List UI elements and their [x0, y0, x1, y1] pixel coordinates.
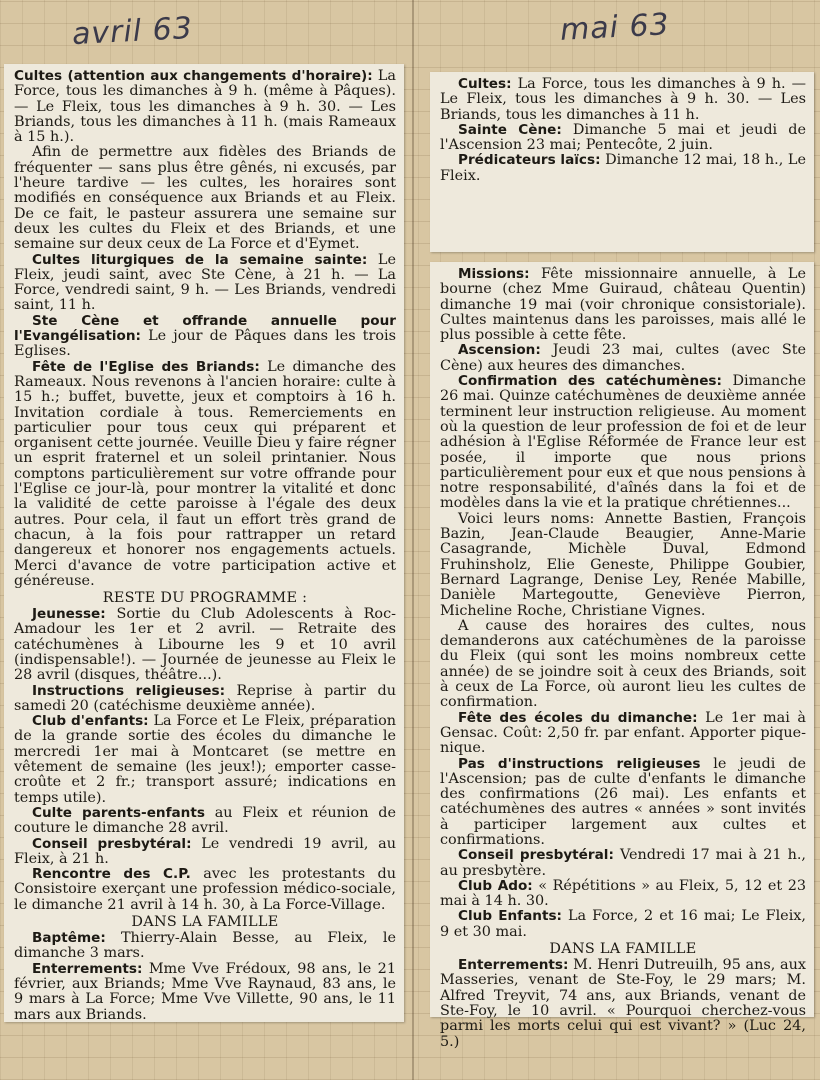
paragraph-text: Le vendredi 19 avril, au Fleix, à 21 h. — [14, 835, 397, 867]
paragraph-text: au Fleix et réunion de couture le dimanche 28 avril. — [14, 804, 396, 837]
lead-term: Ascension: — [458, 342, 541, 359]
paragraph-text: Jeudi 23 mai, cultes (avec Ste Cène) aux heures des dimanches. — [440, 342, 806, 374]
paragraph-text: Le 1er mai à Gensac. Coût: 2,50 fr. par enfant. Apporter pique-nique. — [440, 709, 806, 757]
paragraph — [14, 253, 396, 314]
handwritten-date-right: mai 63 — [559, 7, 671, 48]
paragraph — [440, 153, 806, 184]
lead-term: Jeunesse: — [32, 606, 106, 623]
paragraph — [440, 757, 806, 849]
paragraph: Afin de permettre aux fidèles des Briands de fréquenter — sans plus être gênés, ni excusés, par l'heure tardive — les cultes, les horaires sont modifiés en conséquence aux Briands et au Fleix. De ce fait, le pasteur assurera une semaine sur deux les cultes du Fleix et des Briands, et une semaine sur deux ceux de La Force et d'Eymet. — [14, 144, 396, 253]
paragraph — [14, 962, 396, 1023]
paragraph — [440, 848, 806, 879]
paragraph-text: Vendredi 17 mai à 21 h., au presbytère. — [440, 847, 806, 879]
clipping-april — [4, 64, 404, 1022]
paragraph — [440, 711, 806, 757]
clipping-may-top — [430, 72, 814, 252]
paragraph-text: M. Henri Dutreuilh, 95 ans, aux Masseries, venant de Ste-Foy, le 29 mars; M. Alfred Treyvit, 74 ans, aux Briands, venant de Ste-Foy, le 10 avril. « Pourquoi cherchez-vous parmi les morts celui qui est vivant? » (Luc 24, 5.) — [440, 957, 806, 1050]
lead-term: Confirmation des catéchumènes: — [458, 373, 722, 390]
section-heading: RESTE DU PROGRAMME : — [102, 590, 308, 607]
paragraph-text: avec les protestants du Consistoire exerçant une profession médico-sociale, le dimanche 21 avril à 14 h. 30, à La Force-Village. — [14, 866, 396, 913]
paragraph — [14, 314, 396, 360]
paragraph — [440, 909, 806, 940]
paragraph-text: Dimanche 5 mai et jeudi de l'Ascension 23 mai; Pentecôte, 2 juin. — [440, 121, 806, 154]
handwritten-date-left: avril 63 — [71, 10, 194, 53]
paragraph — [14, 607, 396, 683]
lead-term: Rencontre des C.P. — [32, 866, 191, 883]
paragraph — [440, 77, 806, 123]
lead-term: Cultes: — [458, 76, 512, 92]
paragraph-text: La Force et Le Fleix, préparation de la grande sortie des écoles du dimanche le mercredi 1er mai à Montcaret (se mettre en vêtement de semaine (les jeux!); emporter casse-croûte et 2 fr.; transport assuré; indications en temps utile). — [14, 713, 397, 806]
paragraph-text: Mme Vve Frédoux, 98 ans, le 21 février, aux Briands; Mme Vve Raynaud, 83 ans, le 9 mars à La Force; Mme Vve Villette, 90 ans, le 11 mars aux Briands. — [14, 960, 396, 1023]
lead-term: Cultes liturgiques de la semaine sainte: — [32, 251, 368, 268]
lead-term: Club d'enfants: — [32, 713, 149, 730]
paragraph-text: Fête missionnaire annuelle, à Le bourne (chez Mme Guiraud, château Quentin) dimanche 19 mai (voir chronique consistoriale). Cultes maintenus dans les paroisses, mais allé le plus possible à cette fête. — [440, 266, 806, 344]
paragraph — [14, 837, 396, 868]
paragraph-text: Sortie du Club Adolescents à Roc-Amadour les 1er et 2 avril. — Retraite des catéchumènes à Libourne les 9 et 10 avril (indispensable!). — Journée de jeunesse au Fleix le 28 avril (disques, théâtre...). — [14, 606, 396, 684]
paragraph — [440, 958, 806, 1050]
paragraph-text: La Force, tous les dimanches à 9 h. — Le Fleix, tous les dimanches à 9 h. 30. — Les Briands, tous les dimanches à 11 h. — [440, 76, 806, 123]
lead-term: Conseil presbytéral: — [32, 835, 192, 852]
clipping-may-main — [430, 262, 814, 1050]
paragraph-text: le jeudi de l'Ascension; pas de culte d'enfants le dimanche des confirmations (26 mai). Les enfants et catéchumènes des autres « années » sont invités à participer largement aux cultes et confirmations. — [440, 755, 806, 848]
lead-term: Culte parents-enfants — [32, 804, 205, 821]
paragraph — [440, 879, 806, 910]
paragraph — [14, 931, 396, 962]
lead-term: Club Ado: — [458, 877, 533, 894]
paragraph — [14, 360, 396, 589]
paragraph-text: Dimanche 26 mai. Quinze catéchumènes de deuxième année terminent leur instruction religieuse. Au moment où la question de leur profession de foi et de leur adhésion à l'Eglise Réformée de France leur est posée, il importe que nous prions particulièrement pour eux et que nous pensions à notre responsabilité, d'aînés dans la foi et de modèles dans la vie et la pratique chrétiennes... — [440, 373, 806, 512]
lead-term: Club Enfants: — [458, 908, 562, 925]
lead-term: Ste Cène et offrande annuelle pour l'Evangélisation: — [14, 312, 396, 345]
paragraph-text: La Force, 2 et 16 mai; Le Fleix, 9 et 30 mai. — [440, 908, 806, 940]
lead-term: Pas d'instructions religieuses — [458, 755, 701, 772]
paragraph — [14, 867, 396, 913]
paragraph-text: Thierry-Alain Besse, au Fleix, le dimanche 3 mars. — [14, 930, 396, 962]
paragraph — [14, 714, 396, 806]
lead-term: Enterrements: — [458, 957, 569, 974]
paragraph-text: Le dimanche des Rameaux. Nous revenons à l'ancien horaire: culte à 15 h.; buffet, buvette, jeux et comptoirs à 16 h. Invitation cordiale à tous. Remerciements en particulier pour tous ceux qui préparent et organisent cette journée. Veuille Dieu y faire régner un esprit fraternel et un soleil printanier. Nous comptons particulièrement sur votre offrande pour l'Eglise ce jour-là, pour montrer la vitalité et donc la validité de cette paroisse à l'égale des deux autres. Pour cela, il faut un effort très grand de chacun, à la fois pour rattrapper un retard dangereux et honorer nos engagements actuels. Merci d'avance de votre participation active et généreuse. — [14, 358, 396, 589]
lead-term: Baptême: — [32, 930, 106, 947]
paragraph-text: Reprise à partir du samedi 20 (catéchisme deuxième année). — [14, 682, 396, 714]
paragraph: Voici leurs noms: Annette Bastien, François Bazin, Jean-Claude Beaugier, Anne-Marie Casagrande, Michèle Duval, Edmond Fruhinsholz, Elie Geneste, Philippe Goubier, Bernard Lagrange, Denise Ley, Renée Mabille, Danièle Martegoutte, Geneviève Pierron, Micheline Roche, Christiane Vignes. — [440, 510, 806, 619]
lead-term: Cultes (attention aux changements d'horaire): — [14, 68, 373, 84]
paragraph — [14, 69, 396, 145]
paragraph-text: La Force, tous les dimanches à 9 h. (même à Pâques). — Le Fleix, tous les dimanches à 9 h. 30. — Les Briands, tous les dimanches à 11 h. (mais Rameaux à 15 h.). — [14, 68, 396, 146]
lead-term: Conseil presbytéral: — [458, 847, 614, 864]
lead-term: Sainte Cène: — [458, 121, 562, 138]
lead-term: Missions: — [458, 266, 530, 282]
paragraph — [14, 806, 396, 837]
lead-term: Fête des écoles du dimanche: — [458, 709, 698, 726]
paragraph — [440, 343, 806, 374]
paragraph-text: Le Fleix, jeudi saint, avec Ste Cène, à 21 h. — La Force, vendredi saint, 9 h. — Les Briands, vendredi saint, 11 h. — [14, 251, 396, 314]
paragraph — [440, 123, 806, 154]
paragraph-text: « Répétitions » au Fleix, 5, 12 et 23 mai à 14 h. 30. — [440, 877, 807, 910]
lead-term: Fête de l'Eglise des Briands: — [32, 358, 260, 375]
paragraph-text: Le jour de Pâques dans les trois Eglises. — [14, 328, 396, 360]
paragraph — [440, 374, 806, 512]
paragraph: A cause des horaires des cultes, nous demanderons aux catéchumènes de la paroisse du Fleix (qui sont les moins nombreux cette année) de se joindre soit à ceux des Briands, soit à ceux de La Force, où auront lieu les cultes de confirmation. — [440, 617, 806, 711]
lead-term: Enterrements: — [32, 960, 143, 977]
paragraph — [440, 267, 806, 343]
section-heading: DANS LA FAMILLE — [131, 914, 279, 931]
paragraph — [14, 684, 396, 715]
section-heading: DANS LA FAMILLE — [549, 941, 697, 958]
paragraph-text: Dimanche 12 mai, 18 h., Le Fleix. — [440, 152, 806, 184]
notebook-fold-line — [412, 0, 414, 1080]
lead-term: Instructions religieuses: — [32, 682, 226, 699]
lead-term: Prédicateurs laïcs: — [458, 152, 601, 169]
